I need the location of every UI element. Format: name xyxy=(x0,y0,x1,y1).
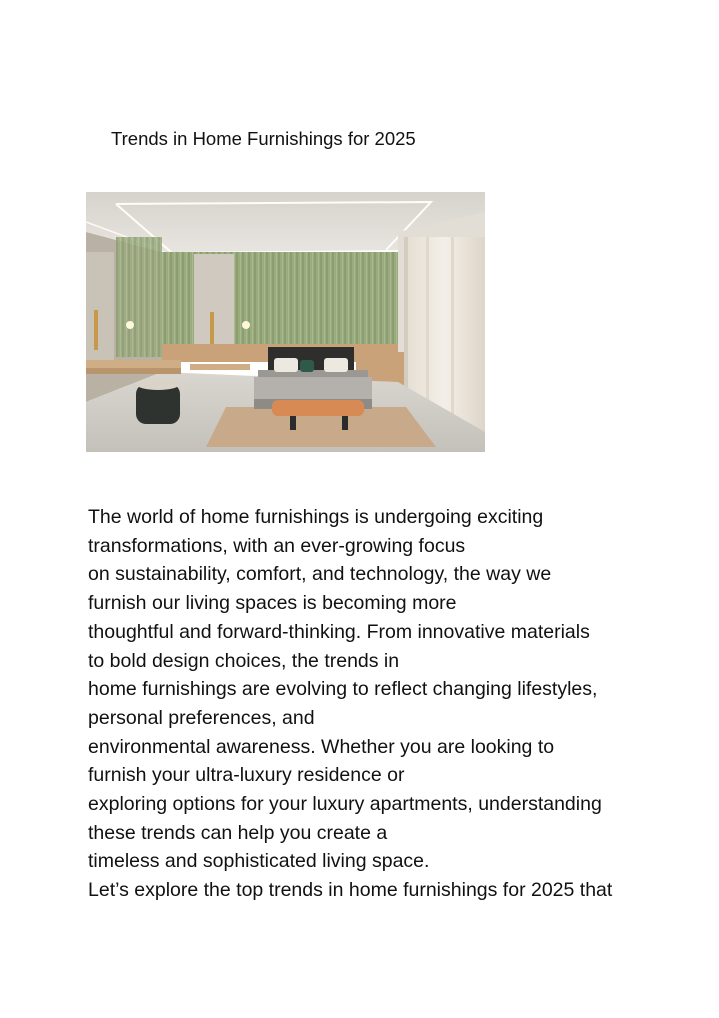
body-line: furnish our living spaces is becoming more xyxy=(88,592,457,615)
body-line: these trends can help you create a xyxy=(88,821,388,844)
body-line: transformations, with an ever-growing focus xyxy=(88,534,466,557)
body-line: to bold design choices, the trends in xyxy=(88,649,400,672)
body-line: thoughtful and forward-thinking. From innovative materials xyxy=(88,620,590,643)
body-line: timeless and sophisticated living space. xyxy=(88,850,430,873)
body-line: The world of home furnishings is undergoing exciting xyxy=(88,506,544,528)
orange-bench xyxy=(272,400,364,416)
body-line: Let’s explore the top trends in home furnishings for 2025 that xyxy=(88,879,613,902)
body-line: personal preferences, and xyxy=(88,706,315,729)
body-line: home furnishings are evolving to reflect changing lifestyles, xyxy=(88,678,598,701)
body-line: furnish your ultra-luxury residence or xyxy=(88,764,405,787)
body-line: on sustainability, comfort, and technology, the way we xyxy=(88,563,552,586)
body-paragraph xyxy=(88,503,688,905)
bedroom-image xyxy=(86,192,485,452)
document-title: Trends in Home Furnishings for 2025 xyxy=(111,128,416,149)
body-line: environmental awareness. Whether you are looking to xyxy=(88,735,555,758)
body-line: exploring options for your luxury apartments, understanding xyxy=(88,793,602,816)
